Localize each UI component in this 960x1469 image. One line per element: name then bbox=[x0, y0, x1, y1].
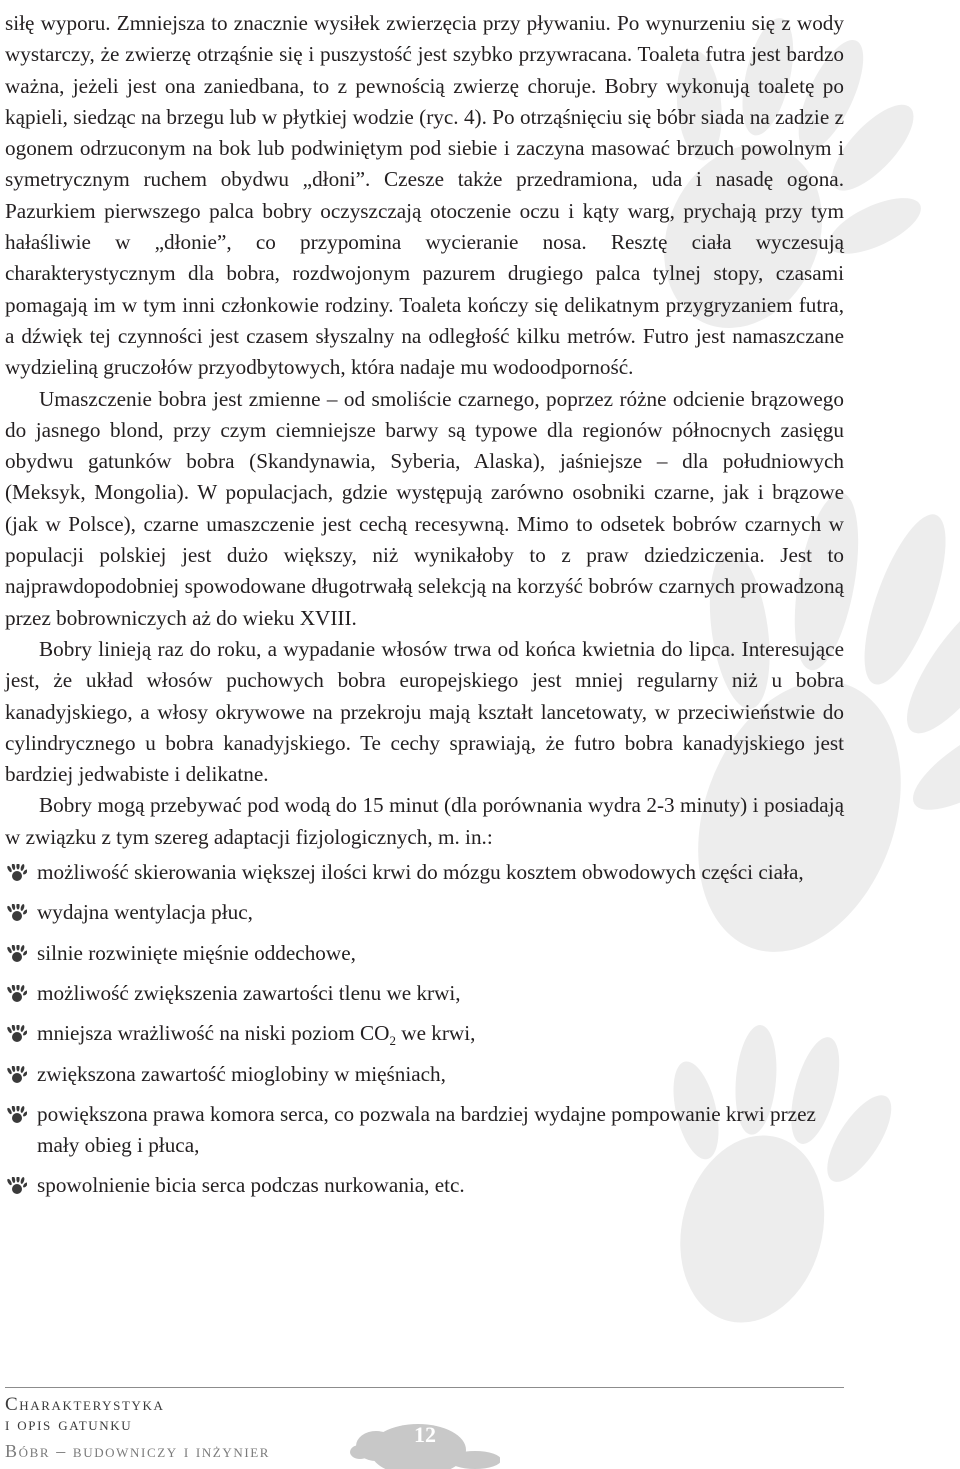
footer-divider bbox=[5, 1387, 844, 1388]
footer-section-title-line2: i opis gatunku bbox=[5, 1414, 133, 1435]
list-item bbox=[5, 1099, 844, 1162]
list-item bbox=[5, 938, 844, 969]
beaver-paw-icon bbox=[7, 985, 27, 1003]
list-item bbox=[5, 1018, 844, 1049]
list-item-text: zwiększona zawartość mioglobiny w mięśniach, bbox=[37, 1061, 446, 1086]
list-item-text: spowolnienie bicia serca podczas nurkowania, etc. bbox=[37, 1173, 465, 1198]
list-item-text bbox=[37, 1021, 476, 1049]
list-item-text: możliwość skierowania większej ilości krwi do mózgu kosztem obwodowych części ciała, bbox=[37, 860, 804, 885]
list-item-text: wydajna wentylacja płuc, bbox=[37, 900, 253, 925]
list-item-text: silnie rozwinięte mięśnie oddechowe, bbox=[37, 940, 356, 965]
list-item-text-before: mniejsza wrażliwość na niski poziom CO bbox=[37, 1021, 390, 1046]
list-item bbox=[5, 897, 844, 928]
list-item bbox=[5, 857, 844, 888]
list-item-text-after: we krwi, bbox=[395, 1021, 476, 1046]
subscript: 2 bbox=[389, 1033, 396, 1049]
beaver-paw-icon bbox=[7, 1106, 27, 1124]
page-number: 12 bbox=[414, 1422, 436, 1447]
footer-book-title: Bóbr – budowniczy i inżynier bbox=[5, 1441, 271, 1461]
paragraph-diving: Bobry mogą przebywać pod wodą do 15 minut (dla porównania wydra 2-3 minuty) i posiadają w związku z tym szereg adaptacji fizjologicznych, m. in.: bbox=[5, 793, 844, 849]
footer-section-title-line1: Charakterystyka bbox=[5, 1394, 165, 1415]
list-item bbox=[5, 1170, 844, 1201]
list-item bbox=[5, 978, 844, 1009]
paragraph-coloration: Umaszczenie bobra jest zmienne – od smoliście czarnego, poprzez różne odcienie brązowego do jasnego blond, przy czym ciemniejsze barwy są typowe dla regionów północnych zasięgu obydwu gatunków bobra (Skandynawia, Syberia, Alaska), jaśniejsze – dla południowych (Meksyk, Mongolia). W populacjach, gdzie występują zarówno osobniki czarne, jak i brązowe (jak w Polsce), czarne umaszczenie jest cechą recesywną. Mimo to odsetek bobrów czarnych w populacji polskiej jest dużo większy, niż wynikałoby to z praw dziedziczenia. Jest to najprawdopodobniej spowodowane długotrwałą selekcją na korzyść bobrów czarnych prowadzoną przez bobrowniczych aż do wieku XVIII. bbox=[5, 386, 844, 630]
beaver-paw-icon bbox=[7, 1177, 27, 1195]
beaver-paw-icon bbox=[7, 864, 27, 882]
beaver-paw-icon bbox=[7, 1025, 27, 1043]
adaptations-list bbox=[5, 857, 844, 1202]
list-item-text: możliwość zwiększenia zawartości tlenu we krwi, bbox=[37, 980, 461, 1005]
beaver-paw-icon bbox=[7, 904, 27, 922]
list-item-text: powiększona prawa komora serca, co pozwala na bardziej wydajne pompowanie krwi przez mały obieg i płuca, bbox=[37, 1101, 816, 1158]
beaver-paw-icon bbox=[7, 1066, 27, 1084]
list-item bbox=[5, 1059, 844, 1090]
paragraph-grooming: siłę wyporu. Zmniejsza to znacznie wysiłek zwierzęcia przy pływaniu. Po wynurzeniu się z wody wystarczy, że zwierzę otrząśnie się i puszystość jest szybko przywracana. Toaleta futra jest bardzo ważna, jeżeli jest ona zaniedbana, to z pewnością zwierzę choruje. Bobry wykonują toaletę po kąpieli, siedząc na brzegu lub w płytkiej wodzie (ryc. 4). Po otrząśnięciu się bóbr siada na zadzie z ogonem odrzuconym na bok lub podwiniętym pod siebie i zaczyna masować brzuch powolnym i symetrycznym ruchem obydwu „dłoni”. Czesze także przedramiona, uda i nasadę ogona. Pazurkiem pierwszego palca bobry oczyszczają otoczenie oczu i kąty warg, prychają przy tym hałaśliwie w „dłonie”, co przypomina wycieranie nosa. Resztę ciała wyczesują charakterystycznym dla bobra, rozdwojonym pazurem drugiego palca tylnej stopy, czasami pomagają im w tym inni członkowie rodziny. Toaleta kończy się delikatnym przygryzaniem futra, a dźwięk tej czynności jest czasem słyszalny na odległość kilku metrów. Futro jest namaszczane wydzieliną gruczołów przyodbytowych, która nadaje mu wodoodporność. bbox=[5, 11, 844, 380]
beaver-paw-icon bbox=[7, 945, 27, 963]
page-body bbox=[5, 8, 844, 1211]
paragraph-molting: Bobry linieją raz do roku, a wypadanie włosów trwa od końca kwietnia do lipca. Interesujące jest, że układ włosów puchowych bobra europejskiego jest mniej regularny niż u bobra kanadyjskiego, a włosy okrywowe na przekroju mają kształt lancetowaty, w przeciwieństwie do cylindrycznego u bobra kanadyjskiego. Te cechy sprawiają, że futro bobra kanadyjskiego jest bardziej jedwabiste i delikatne. bbox=[5, 636, 844, 787]
